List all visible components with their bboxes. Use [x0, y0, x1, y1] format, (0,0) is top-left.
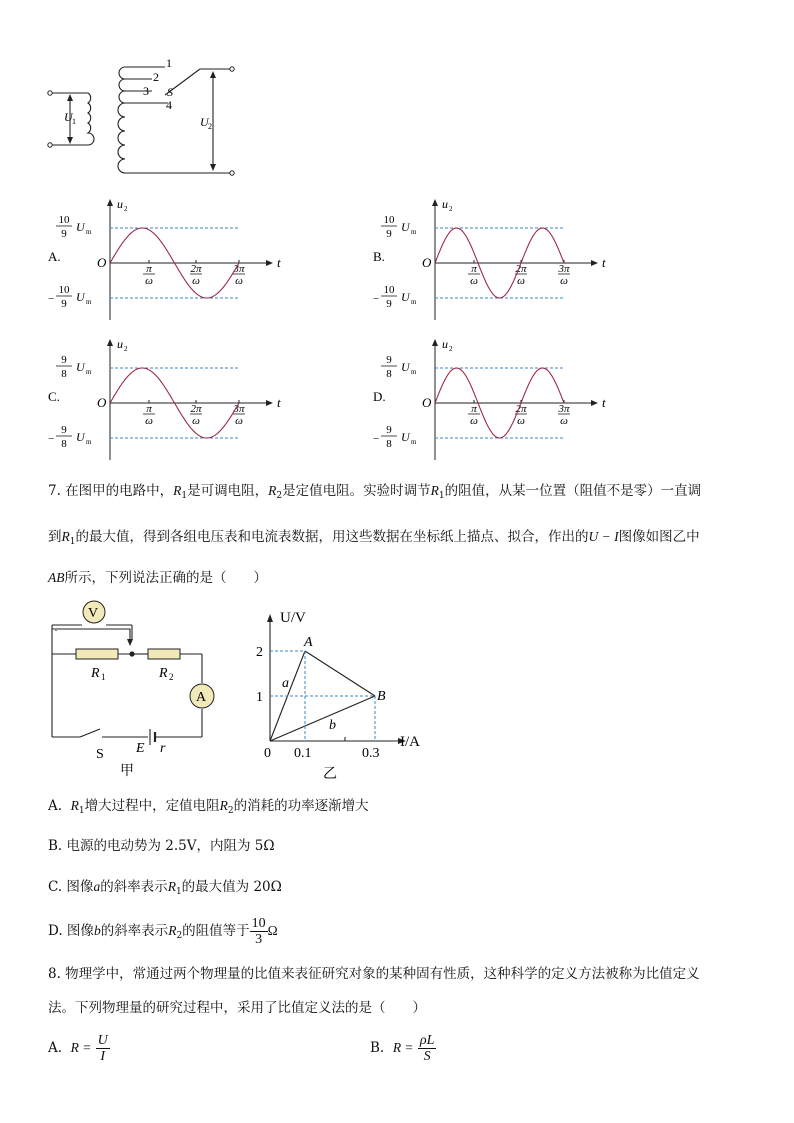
- svg-text:U: U: [401, 360, 410, 374]
- q7-line-2: 到$R_1$的最大值，得到各组电压表和电流表数据，用这些数据在坐标纸上描点、拟合，作出的U − I图像如图乙中: [48, 529, 700, 547]
- svg-text:3π: 3π: [233, 263, 245, 275]
- r1-label: R: [91, 666, 100, 681]
- line-b-label: b: [329, 718, 336, 733]
- svg-text:3π: 3π: [233, 403, 245, 415]
- point-b-label: B: [377, 689, 386, 704]
- svg-text:8: 8: [386, 438, 392, 450]
- option-graph-c[interactable]: [40, 330, 290, 474]
- q7-option-b[interactable]: B. 电源的电动势为 2.5V，内阻为 5Ω: [48, 838, 275, 854]
- svg-text:2: 2: [124, 345, 128, 353]
- origin-label: O: [97, 395, 107, 410]
- u1-label: U: [64, 110, 73, 124]
- svg-text:ω: ω: [517, 415, 525, 427]
- ammeter-label: A: [196, 690, 207, 705]
- svg-text:1: 1: [101, 672, 106, 682]
- y-axis-label: u: [442, 337, 448, 351]
- x-tick-03: 0.3: [362, 746, 380, 761]
- svg-text:m: m: [411, 298, 417, 306]
- svg-text:ω: ω: [517, 275, 525, 287]
- svg-text:9: 9: [386, 354, 392, 366]
- svg-text:ω: ω: [470, 275, 478, 287]
- x-axis-label: I/A: [400, 734, 420, 750]
- option-letter: D.: [373, 389, 386, 404]
- origin-label: O: [422, 255, 432, 270]
- t-axis-label: t: [277, 395, 281, 410]
- svg-text:3π: 3π: [558, 263, 570, 275]
- t-axis-label: t: [277, 255, 281, 270]
- u1-sub: 1: [72, 117, 76, 126]
- svg-text:U: U: [76, 360, 85, 374]
- r2-label: R: [159, 666, 168, 681]
- svg-text:m: m: [86, 228, 92, 236]
- q7-option-d[interactable]: D. 图像b的斜率表示$R_2$的阻值等于 $\frac{10}{3}$ Ω: [48, 916, 278, 947]
- svg-text:3π: 3π: [558, 403, 570, 415]
- svg-text:8: 8: [61, 438, 67, 450]
- svg-text:m: m: [86, 368, 92, 376]
- svg-text:2π: 2π: [515, 403, 527, 415]
- svg-text:m: m: [411, 368, 417, 376]
- q7-option-c[interactable]: C. 图像a的斜率表示$R_1$的最大值为 20Ω: [48, 879, 282, 897]
- svg-text:10: 10: [383, 284, 395, 296]
- svg-text:ω: ω: [560, 415, 568, 427]
- option-letter: A.: [48, 249, 61, 264]
- ui-graph: [250, 600, 440, 782]
- option-letter: C.: [48, 389, 60, 404]
- fraction-10-3: $\frac{10}{3}$: [251, 916, 266, 947]
- t-axis-label: t: [602, 255, 606, 270]
- origin-label: O: [97, 255, 107, 270]
- u2-sub: 2: [208, 122, 212, 131]
- svg-text:−: −: [373, 433, 380, 445]
- circuit-diagram: [40, 595, 230, 780]
- x-tick-01: 0.1: [294, 746, 312, 761]
- svg-text:10: 10: [58, 214, 70, 226]
- svg-text:m: m: [411, 438, 417, 446]
- svg-text:9: 9: [61, 228, 67, 240]
- svg-text:ω: ω: [192, 415, 200, 427]
- svg-text:8: 8: [386, 368, 392, 380]
- fraction-rhol-over-s: $\frac{\rho L}{S}$: [419, 1033, 435, 1064]
- y-tick-1: 1: [256, 690, 263, 705]
- y-axis-label: u: [117, 197, 123, 211]
- voltmeter-label: V: [88, 606, 99, 621]
- svg-text:2: 2: [124, 205, 128, 213]
- option-letter: B.: [373, 249, 385, 264]
- svg-text:ω: ω: [145, 275, 153, 287]
- switch-label: S: [167, 85, 173, 99]
- t-axis-label: t: [602, 395, 606, 410]
- svg-text:U: U: [76, 220, 85, 234]
- emf-label: E: [136, 741, 145, 756]
- origin-label: O: [422, 395, 432, 410]
- svg-text:m: m: [86, 298, 92, 306]
- svg-text:−: −: [48, 433, 55, 445]
- svg-text:ω: ω: [470, 415, 478, 427]
- svg-text:π: π: [146, 403, 152, 415]
- svg-text:m: m: [411, 228, 417, 236]
- y-axis-label: u: [442, 197, 448, 211]
- svg-text:π: π: [146, 263, 152, 275]
- svg-text:ω: ω: [145, 415, 153, 427]
- svg-text:10: 10: [383, 214, 395, 226]
- svg-text:9: 9: [61, 298, 67, 310]
- svg-text:U: U: [76, 290, 85, 304]
- line-a-label: a: [282, 676, 289, 691]
- circuit-caption: 甲: [120, 764, 134, 779]
- svg-text:U: U: [401, 290, 410, 304]
- fraction-u-over-i: $\frac{U}{I}$: [97, 1033, 108, 1064]
- y-axis-label: U/V: [280, 610, 306, 626]
- svg-text:ω: ω: [235, 415, 243, 427]
- option-graph-b[interactable]: [365, 190, 615, 334]
- svg-text:U: U: [76, 430, 85, 444]
- q7-option-a[interactable]: A. $R_1$增大过程中，定值电阻$R_2$的消耗的功率逐渐增大: [48, 798, 369, 816]
- tap-label-2: 2: [153, 70, 159, 84]
- y-tick-2: 2: [256, 645, 263, 660]
- option-graph-d[interactable]: [365, 330, 615, 474]
- svg-text:9: 9: [386, 424, 392, 436]
- u2-label: U: [200, 115, 209, 129]
- svg-text:m: m: [86, 438, 92, 446]
- svg-text:U: U: [401, 430, 410, 444]
- svg-text:2: 2: [169, 672, 174, 682]
- svg-text:10: 10: [58, 284, 70, 296]
- svg-text:2: 2: [449, 345, 453, 353]
- option-graph-a[interactable]: [40, 190, 290, 334]
- svg-text:π: π: [471, 403, 477, 415]
- svg-text:9: 9: [61, 354, 67, 366]
- internal-r-label: r: [160, 741, 166, 756]
- svg-text:ω: ω: [560, 275, 568, 287]
- svg-text:ω: ω: [235, 275, 243, 287]
- q8-option-a[interactable]: A. R = $\frac{U}{I}$: [48, 1033, 108, 1064]
- svg-text:8: 8: [61, 368, 67, 380]
- svg-text:π: π: [471, 263, 477, 275]
- svg-text:2π: 2π: [190, 403, 202, 415]
- tap-label-3: 3: [143, 84, 149, 98]
- point-a-label: A: [304, 635, 313, 650]
- svg-text:2π: 2π: [190, 263, 202, 275]
- q8-line-2: 法。下列物理量的研究过程中，采用了比值定义法的是（ ）: [48, 1000, 426, 1016]
- q7-line-1: 7. 在图甲的电路中，$R_1$是可调电阻，$R_2$是定值电阻。实验时调节$R_1$的阻值，从某一位置（阻值不是零）一直调: [48, 483, 702, 501]
- q8-line-1: 8. 物理学中，常通过两个物理量的比值来表征研究对象的某种固有性质，这种科学的定义方法被称为比值定义: [48, 966, 700, 982]
- q8-option-b[interactable]: B. R = $\frac{\rho L}{S}$: [370, 1033, 435, 1064]
- origin-0: 0: [264, 746, 271, 761]
- svg-text:2π: 2π: [515, 263, 527, 275]
- switch-s-label: S: [96, 747, 104, 762]
- y-axis-label: u: [117, 337, 123, 351]
- transformer-diagram: [40, 55, 250, 185]
- svg-text:ω: ω: [192, 275, 200, 287]
- svg-text:−: −: [48, 293, 55, 305]
- svg-text:2: 2: [449, 205, 453, 213]
- q7-line-3: AB所示，下列说法正确的是（ ）: [48, 570, 267, 586]
- svg-text:9: 9: [61, 424, 67, 436]
- svg-text:U: U: [401, 220, 410, 234]
- svg-text:−: −: [373, 293, 380, 305]
- graph-caption: 乙: [323, 767, 337, 782]
- svg-text:9: 9: [386, 228, 392, 240]
- svg-text:9: 9: [386, 298, 392, 310]
- tap-label-4: 4: [166, 98, 172, 112]
- tap-label-1: 1: [166, 56, 172, 70]
